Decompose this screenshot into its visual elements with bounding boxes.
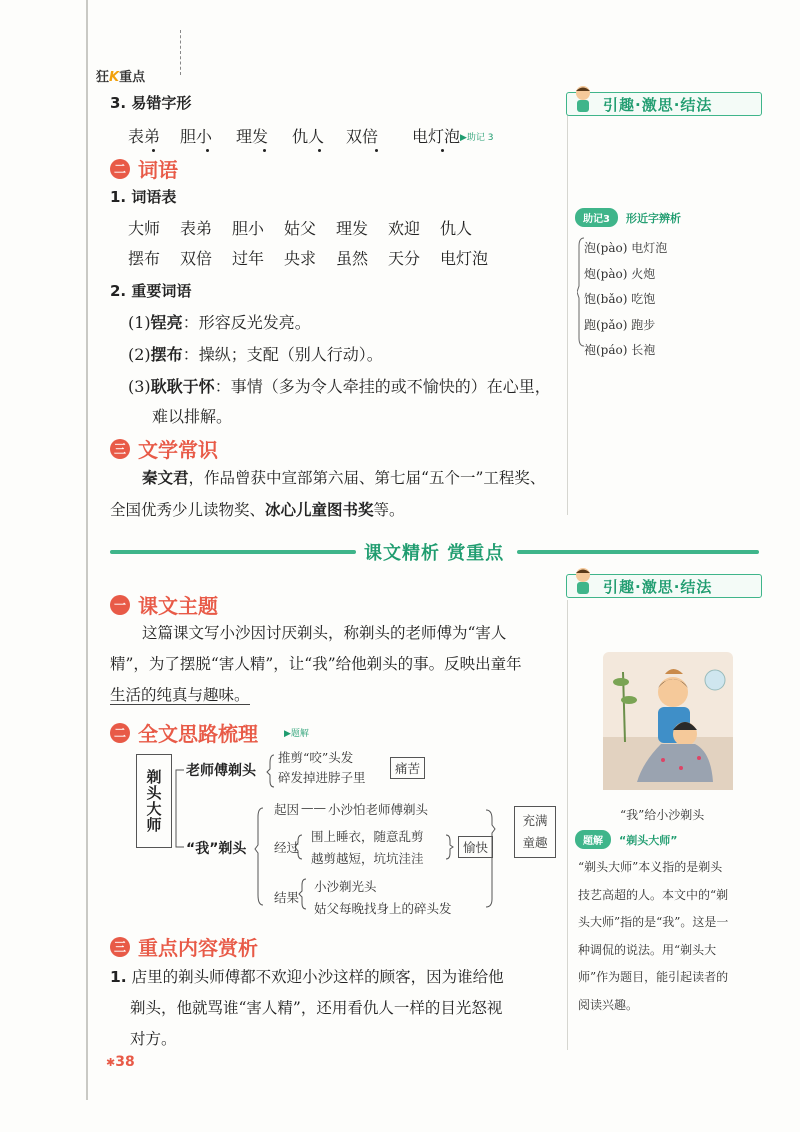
zhuji-item: 跑(pǎo) 跑步	[584, 317, 656, 332]
key-term: (3)耿耿于怀：事情（多为令人牵挂的或不愉快的）在心里，	[128, 377, 551, 396]
section-title: 三 文学常识	[110, 434, 218, 463]
vocab-word: 大师	[128, 219, 161, 238]
outline-detail-list: 推剪“咬”头发 碎发掉进脖子里	[278, 750, 366, 785]
part-title: 课文精析 赏重点	[364, 543, 505, 564]
outline-final-box: 充满童趣	[514, 806, 556, 858]
section-title: 三 重点内容赏析	[110, 932, 258, 961]
outline-feeling-box: 愉快	[458, 836, 493, 858]
tijie-title: “剃头大师”	[619, 833, 678, 847]
vocab-word: 央求	[284, 249, 317, 268]
sidebar-divider	[567, 600, 568, 1050]
section-number-badge: 三	[110, 439, 130, 459]
literature-paragraph: 秦文君，作品曾获中宣部第六届、第七届“五个一”工程奖、 全国优秀少儿读物奖、冰心儿童图书奖等。	[110, 468, 546, 519]
outline-result-label: 结果	[274, 890, 300, 905]
page-binding-edge	[86, 0, 88, 1100]
outline-process-list: 围上睡衣，随意乱剪 越剪越短，坑坑洼洼	[311, 829, 424, 866]
outline-branch: “我”剃头	[186, 841, 247, 857]
error-word: 仇人	[292, 124, 346, 147]
section-number-badge: 二	[110, 723, 130, 743]
vocab-word: 欢迎	[388, 219, 421, 238]
error-word: 理发	[236, 124, 292, 147]
key-term-continuation: 难以排解。	[152, 407, 233, 426]
vocab-word: 表弟	[180, 219, 213, 238]
subsection-heading: 1. 词语表	[110, 188, 177, 206]
page-number: ✱38	[106, 1054, 135, 1070]
tijie-tag: ▶题解	[284, 729, 309, 739]
zhuji-item: 饱(bǎo) 吃饱	[584, 292, 656, 306]
vocab-row	[128, 246, 510, 269]
image-caption: “我”给小沙剃头	[620, 808, 705, 822]
zhuji-item: 袍(páo) 长袍	[584, 343, 656, 357]
vocab-row	[128, 216, 492, 239]
sidebar-banner: 引趣·激思·结法	[566, 92, 762, 116]
section-number-badge: 二	[110, 159, 130, 179]
error-word: 双倍	[346, 124, 406, 147]
vocab-word: 胆小	[232, 219, 265, 238]
mascot-icon	[570, 566, 596, 596]
sidebar-banner: 引趣·激思·结法	[566, 574, 762, 598]
outline-feeling-box: 痛苦	[390, 757, 425, 779]
vocab-word: 仇人	[440, 219, 473, 238]
subsection-heading: 3. 易错字形	[110, 94, 192, 112]
mascot-icon	[570, 84, 596, 114]
key-term: (1)锃亮：形容反光发亮。	[128, 313, 311, 332]
analysis-paragraph: 1. 店里的剃头师傅都不欢迎小沙这样的顾客，因为谁给他 剃头，他就骂谁“害人精”，还用看仇人一样的目光怒视 对方。	[110, 968, 504, 1048]
zhuji-item: 炮(pào) 火炮	[584, 266, 656, 281]
error-word: 胆小	[180, 124, 234, 147]
outline-process-label: 经过	[274, 840, 300, 855]
section-title: 二 全文思路梳理	[110, 718, 258, 747]
vocab-word: 过年	[232, 249, 265, 268]
outline-cause: 起因 —— 小沙怕老师傅剃头	[274, 800, 429, 817]
key-term: (2)摆布：操纵；支配（别人行动）。	[128, 345, 383, 364]
tijie-badge: 题解	[575, 830, 611, 849]
divider-bar	[110, 550, 356, 554]
tijie-text: “剃头大师”本义指的是剃头 技艺高超的人。本文中的“剃 头大师”指的是“我”。这是一 种调侃的说法。用“剃头大 师”作为题目，能引起读者的 阅读兴趣。	[578, 860, 729, 1012]
brand-logo: 狂K重点	[96, 70, 146, 85]
section-title: 二 词语	[110, 154, 178, 183]
zhuji-tag: ▶助记 3	[460, 133, 494, 143]
vocab-word: 理发	[336, 219, 369, 238]
section-number-badge: 三	[110, 937, 130, 957]
zhuji-item: 泡(pào) 电灯泡	[584, 241, 668, 255]
outline-branch: 老师傅剃头	[186, 763, 256, 779]
zhuji-list	[584, 236, 667, 364]
zhuji-badge: 助记3	[575, 208, 618, 227]
error-word: 表弟	[128, 124, 178, 147]
vocab-word: 天分	[388, 249, 421, 268]
vocab-word: 双倍	[180, 249, 213, 268]
vocab-word: 摆布	[128, 249, 161, 268]
vocab-word: 电灯泡	[440, 249, 489, 268]
tijie-header	[575, 830, 677, 849]
zhuji-title: 形近字辨析	[625, 211, 681, 225]
subsection-heading: 2. 重要词语	[110, 282, 192, 300]
sidebar-divider	[567, 115, 568, 515]
theme-paragraph: 这篇课文写小沙因讨厌剃头，称剃头的老师傅为“害人 精”，为了摆脱“害人精”，让“我”给他剃头的事。反映出童年 生活的纯真与趣味。	[110, 624, 522, 704]
haircut-illustration	[603, 652, 733, 790]
outline-result-list: 小沙剃光头 姑父每晚找身上的碎头发	[314, 879, 452, 916]
outline-root-box: 剃头大师	[136, 754, 172, 848]
section-number-badge: 一	[110, 595, 130, 615]
error-word: 电灯泡	[412, 124, 472, 147]
zhuji-header	[575, 208, 681, 227]
vocab-word: 虽然	[336, 249, 369, 268]
error-word-list	[128, 124, 472, 147]
section-title: 一 课文主题	[110, 590, 218, 619]
vocab-word: 姑父	[284, 219, 317, 238]
divider-bar	[517, 550, 759, 554]
